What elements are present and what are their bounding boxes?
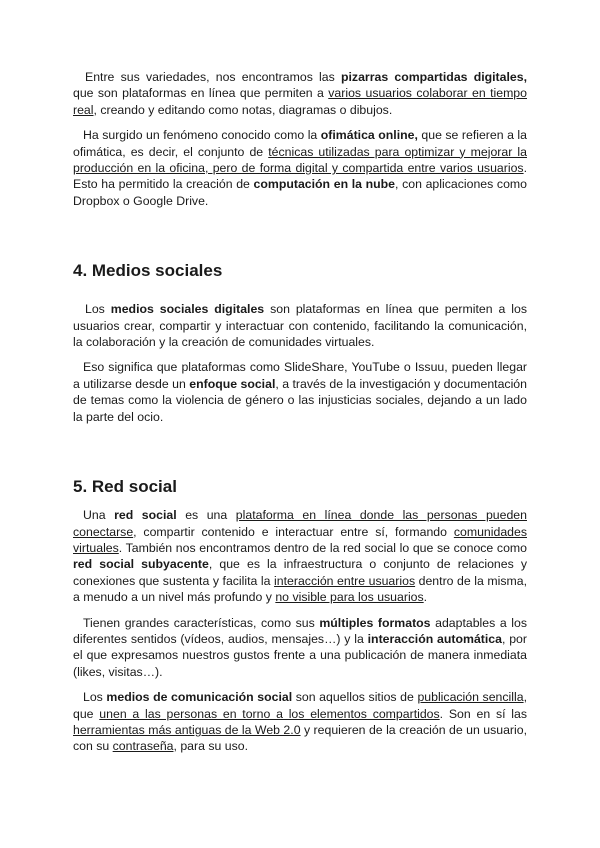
paragraph-red-social: [73, 507, 527, 605]
bold-term: red social: [114, 508, 177, 523]
paragraph-enfoque-social: [73, 359, 527, 425]
underlined-text: interacción entre usuarios: [274, 573, 416, 588]
text: adaptables a los diferentes sentidos (vídeos, audios, mensajes…) y la: [73, 615, 527, 646]
text: , que: [73, 690, 527, 721]
bold-term: red social subyacente: [73, 557, 209, 572]
text: , a través de la investigación y documentación de temas como la violencia de género o las injusticias sociales, dejando a un lado la parte del ocio.: [73, 376, 527, 424]
text: son aquellos sitios de: [292, 690, 418, 705]
underlined-text: publicación sencilla: [417, 690, 524, 705]
underlined-text: no visible para los usuarios: [275, 590, 424, 605]
bold-term: múltiples formatos: [319, 615, 431, 630]
paragraph-ofimatica: [73, 127, 527, 209]
underlined-text: contraseña: [112, 739, 174, 754]
paragraph-medios-digitales: [73, 301, 527, 350]
bold-term: medios de comunicación social: [106, 690, 293, 705]
bold-term: medios sociales digitales: [110, 302, 265, 317]
underlined-text: unen a las personas en torno a los elementos compartidos: [99, 706, 440, 721]
text: como notas, diagramas o dibujos.: [208, 102, 393, 117]
text: . Esto ha permitido la creación de: [73, 161, 527, 192]
text: Los: [85, 302, 111, 317]
text: , con aplicaciones como Dropbox o Google Drive.: [73, 177, 527, 208]
text: , compartir contenido e interactuar entre sí, formando: [133, 524, 454, 539]
paragraph-medios-comunicacion: [73, 689, 527, 755]
text: , por el que expresamos nuestros gustos frente a una publicación de manera inmediata (likes, visitas…).: [73, 631, 527, 679]
text: .: [423, 590, 428, 605]
document-body: [73, 69, 527, 764]
paragraph-caracteristicas: [73, 615, 527, 681]
text: Ha surgido un fenómeno conocido como la: [83, 128, 321, 143]
underlined-text: varios usuarios colaborar en tiempo real: [73, 86, 527, 117]
bold-term: computación en la nube: [253, 177, 396, 192]
bold-term: ofimática online,: [320, 128, 418, 143]
text: Tienen grandes características, como sus: [83, 615, 320, 630]
text: que son plataformas en línea que permiten a: [73, 86, 329, 101]
paragraph-pizarras: [73, 69, 527, 118]
text: . También nos encontramos dentro de la red social lo que se conoce como: [118, 540, 527, 555]
text: Los: [83, 690, 107, 705]
text: , creando y editando: [93, 102, 209, 117]
text: Una: [83, 508, 115, 523]
underlined-text: plataforma en línea donde las personas pueden conectarse: [73, 508, 527, 539]
text: son plataformas en línea que permiten a los usuarios crear, compartir y interactuar con contenido, facilitando la comunicación, la colaboración y la creación de comunidades virtuales.: [73, 302, 527, 350]
underlined-text: herramientas más antiguas de la Web 2.0: [73, 722, 301, 737]
text: Eso significa que plataformas como SlideShare, YouTube o Issuu, pueden llegar a utilizarse desde un: [73, 360, 527, 391]
bold-term: interacción automática: [367, 631, 502, 646]
text: que se refieren a la ofimática, es decir, el conjunto de: [73, 128, 527, 159]
heading-medios-sociales: 4. Medios sociales: [73, 261, 223, 281]
text: Entre sus variedades, nos encontramos las: [85, 70, 341, 84]
bold-term: pizarras compartidas digitales,: [341, 70, 528, 84]
text: , que es la infraestructura o conjunto de relaciones y conexiones que sustenta y facilita la: [73, 557, 528, 588]
underlined-text: técnicas utilizadas para optimizar y mejorar la producción en la oficina, pero de forma digital y compartida entre varios usuarios: [73, 144, 527, 176]
bold-term: enfoque social: [189, 376, 276, 391]
text: es una: [176, 508, 236, 523]
text: dentro de la misma, a menudo a un nivel más profundo y: [73, 573, 527, 605]
text: y requieren de la creación de un usuario, con su: [73, 722, 527, 754]
underlined-text: comunidades virtuales: [73, 524, 527, 555]
heading-red-social: 5. Red social: [73, 477, 177, 497]
text: . Son en sí las: [439, 706, 527, 721]
text: , para su uso.: [173, 739, 249, 754]
